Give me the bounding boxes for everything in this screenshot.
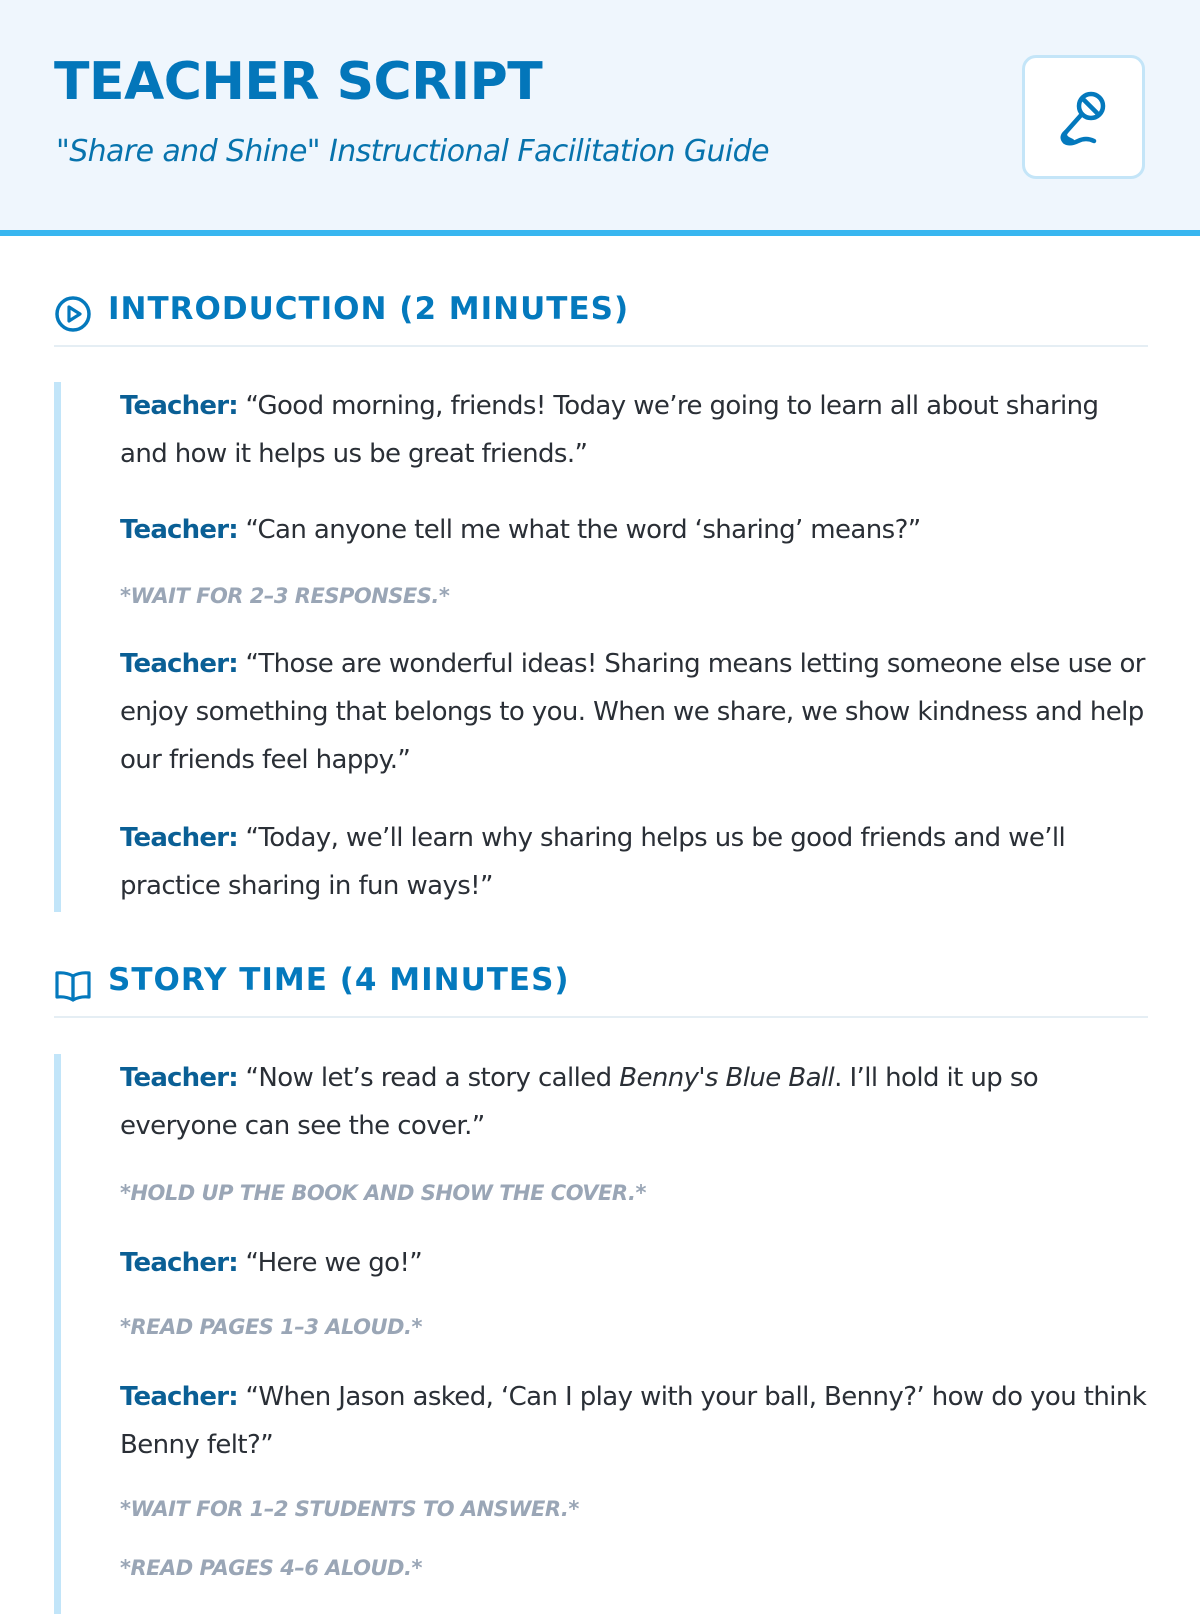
script-line xyxy=(120,814,1150,910)
spoken-text: “Today, we’ll learn why sharing helps us be good friends and we’ll practice sharing in fun ways!” xyxy=(120,823,1066,901)
page-header xyxy=(0,0,1200,236)
script-line xyxy=(120,1373,1150,1469)
speaker-label: Teacher: xyxy=(120,1248,238,1278)
section-title: STORY TIME (4 MINUTES) xyxy=(108,962,570,998)
section-heading-story-time xyxy=(54,962,1148,1018)
stage-direction: *WAIT FOR 1–2 STUDENTS TO ANSWER.* xyxy=(120,1497,579,1521)
speaker-label: Teacher: xyxy=(120,1063,238,1093)
stage-direction: *READ PAGES 1–3 ALOUD.* xyxy=(120,1315,422,1339)
spoken-text: “When Jason asked, ‘Can I play with your ball, Benny?’ how do you think Benny felt?” xyxy=(120,1382,1147,1460)
speaker-label: Teacher: xyxy=(120,1382,238,1412)
stage-direction: *WAIT FOR 2–3 RESPONSES.* xyxy=(120,584,450,608)
spoken-text: “Good morning, friends! Today we’re going to learn all about sharing and how it helps us be great friends.” xyxy=(120,391,1099,469)
open-book-icon xyxy=(54,966,92,1004)
microphone-badge xyxy=(1022,55,1145,179)
section-title: INTRODUCTION (2 MINUTES) xyxy=(108,291,630,327)
play-circle-icon xyxy=(54,295,92,333)
script-line xyxy=(120,1054,1150,1150)
section-heading-introduction xyxy=(54,291,1148,347)
page-title: TEACHER SCRIPT xyxy=(54,52,543,112)
speaker-label: Teacher: xyxy=(120,823,238,853)
spoken-text: “Can anyone tell me what the word ‘sharing’ means?” xyxy=(237,515,921,545)
stage-direction: *READ PAGES 4–6 ALOUD.* xyxy=(120,1556,422,1580)
script-block-introduction xyxy=(54,382,1148,912)
spoken-text: . I’ll hold it up so everyone can see the cover.” xyxy=(120,1063,1039,1141)
spoken-text: “Here we go!” xyxy=(237,1248,423,1278)
script-line xyxy=(120,506,1150,554)
script-line xyxy=(120,1239,1150,1287)
speaker-label: Teacher: xyxy=(120,515,238,545)
stage-direction: *HOLD UP THE BOOK AND SHOW THE COVER.* xyxy=(120,1181,646,1205)
speaker-label: Teacher: xyxy=(120,391,238,421)
script-block-story-time xyxy=(54,1054,1148,1614)
book-title: Benny's Blue Ball xyxy=(619,1063,835,1093)
spoken-text: “Now let’s read a story called xyxy=(237,1063,620,1093)
spoken-text: “Those are wonderful ideas! Sharing means letting someone else use or enjoy something that belongs to you. When we share, we show kindness and help our friends feel happy.” xyxy=(120,649,1145,775)
microphone-icon xyxy=(1056,87,1112,147)
script-line xyxy=(120,640,1150,784)
page-subtitle: "Share and Shine" Instructional Facilitation Guide xyxy=(56,134,769,169)
speaker-label: Teacher: xyxy=(120,649,238,679)
script-line xyxy=(120,382,1150,478)
